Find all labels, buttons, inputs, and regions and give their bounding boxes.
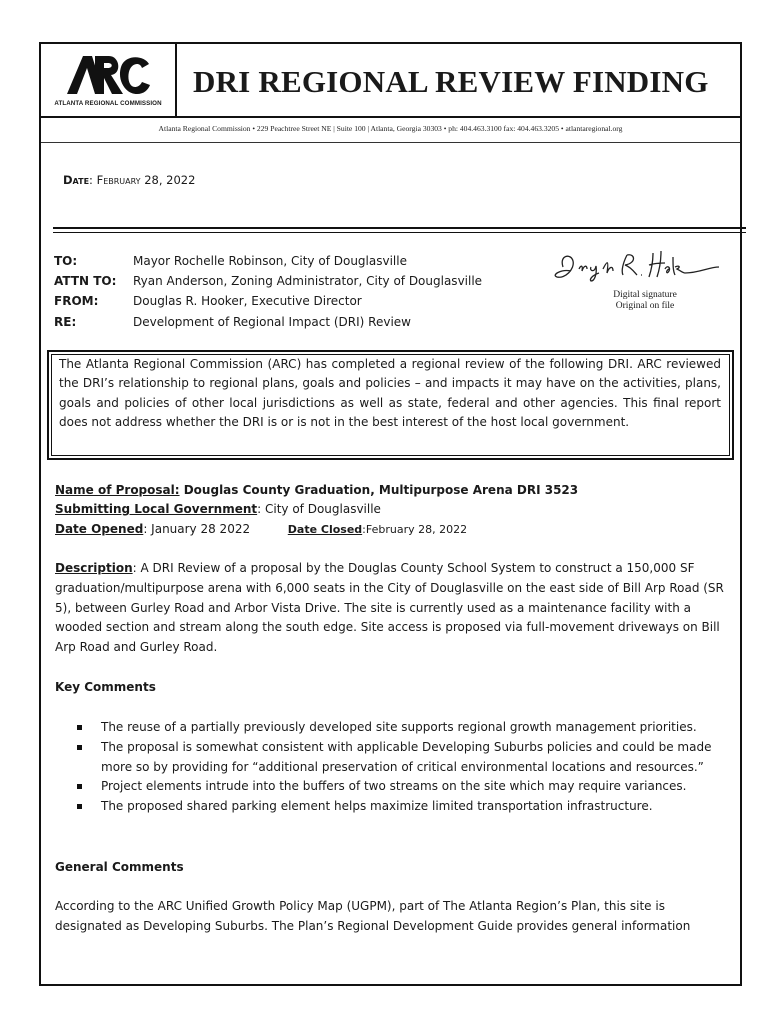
date-opened-label: Date Opened: [55, 522, 144, 536]
date-line: [63, 173, 195, 187]
date-value: : February 28, 2022: [89, 173, 196, 187]
submitting-government-label: Submitting Local Government: [55, 502, 258, 516]
memo-value: Ryan Anderson, Zoning Administrator, City of Douglasville: [133, 274, 483, 288]
general-comments-heading: General Comments: [55, 860, 184, 874]
arc-logo: [41, 44, 177, 116]
memo-attn: [54, 271, 482, 291]
signature-caption: [585, 290, 705, 312]
signature-image: [549, 247, 719, 287]
key-comment-text: Project elements intrude into the buffers of two streams on the site which may require variances.: [101, 779, 687, 794]
bullet-icon: [77, 804, 82, 809]
memo-key: TO:: [54, 254, 78, 268]
key-comments-list: [55, 718, 725, 817]
list-item: [55, 738, 725, 778]
key-comment-text: The proposal is somewhat consistent with applicable Developing Suburbs policies and could be made more so by providing for “additional preservation of critical environmental locations and resources.”: [101, 739, 712, 774]
signature-caption-line2: Original on file: [615, 301, 675, 311]
key-comments-heading: Key Comments: [55, 680, 156, 694]
list-item: [55, 777, 725, 797]
date-label: Date: [63, 173, 90, 187]
list-item: [55, 718, 725, 738]
proposal-name-label: Name of Proposal:: [55, 483, 180, 497]
memo-to: [54, 251, 407, 271]
signature-text: Doughr R. Hooker: [549, 286, 558, 287]
memo-from: [54, 291, 362, 311]
memo-key: ATTN TO:: [54, 274, 117, 288]
submitting-government-line: [55, 500, 735, 520]
dates-line: [55, 520, 735, 540]
submitting-government-value: : City of Douglasville: [257, 502, 381, 516]
general-comments-text: According to the ARC Unified Growth Policy Map (UGPM), part of The Atlanta Region’s Plan, this site is designated as Developing Suburbs. The Plan’s Regional Development Guide provides general information: [55, 899, 691, 933]
bullet-icon: [77, 745, 82, 750]
description-paragraph: [55, 559, 735, 658]
memo-value: Douglas R. Hooker, Executive Director: [133, 294, 362, 308]
logo-subtitle: ATLANTA REGIONAL COMMISSION: [54, 100, 162, 107]
intro-text: The Atlanta Regional Commission (ARC) has completed a regional review of the following DRI. ARC reviewed the DRI’s relationship to regional plans, goals and policies – and impacts it may have on the activities, plans, goals and policies of other local jurisdictions as well as state, federal and other agencies. This final report does not address whether the DRI is or is not in the best interest of the host local government.: [51, 354, 730, 456]
header: [41, 44, 740, 118]
description-label: Description: [55, 561, 133, 575]
page-title: DRI REGIONAL REVIEW FINDING: [193, 64, 709, 99]
memo-value: Development of Regional Impact (DRI) Review: [133, 315, 411, 329]
memo-key: RE:: [54, 315, 77, 329]
date-opened-value: : January 28 2022: [143, 522, 251, 536]
bullet-icon: [77, 784, 82, 789]
divider: [53, 232, 746, 233]
intro-box: [47, 350, 734, 460]
key-comment-text: The proposed shared parking element helps maximize limited transportation infrastructure.: [101, 799, 653, 814]
memo-value: Mayor Rochelle Robinson, City of Douglasville: [133, 254, 407, 268]
proposal-name-value: Douglas County Graduation, Multipurpose Arena DRI 3523: [179, 483, 579, 497]
memo-key: FROM:: [54, 294, 99, 308]
list-item: [55, 797, 725, 817]
date-closed-label: Date Closed: [287, 523, 363, 536]
key-comment-text: The reuse of a partially previously developed site supports regional growth management priorities.: [101, 720, 697, 734]
divider: [53, 227, 746, 229]
document-frame: [39, 42, 742, 986]
divider: [41, 142, 740, 143]
address-line: Atlanta Regional Commission • 229 Peachtree Street NE | Suite 100 | Atlanta, Georgia 30303 • ph: 404.463.3100 fax: 404.463.3205 • atlantaregional.org: [158, 124, 623, 133]
arc-logo-mark: [65, 54, 151, 98]
date-closed-value: :February 28, 2022: [362, 523, 468, 536]
description-text: : A DRI Review of a proposal by the Douglas County School System to construct a 150,000 SF graduation/multipurpose arena with 6,000 seats in the City of Douglasville on the east side of Bill Arp Road (SR 5), between Gurley Road and Arbor Vista Drive. The site is currently used as a maintenance facility with a wooded section and stream along the south edge. Site access is proposed via full-movement driveways on Bill Arp Road and Gurley Road.: [55, 561, 724, 655]
memo-re: [54, 312, 411, 332]
signature-caption-line1: Digital signature: [613, 290, 677, 300]
proposal-name-line: [55, 481, 735, 501]
bullet-icon: [77, 725, 82, 730]
